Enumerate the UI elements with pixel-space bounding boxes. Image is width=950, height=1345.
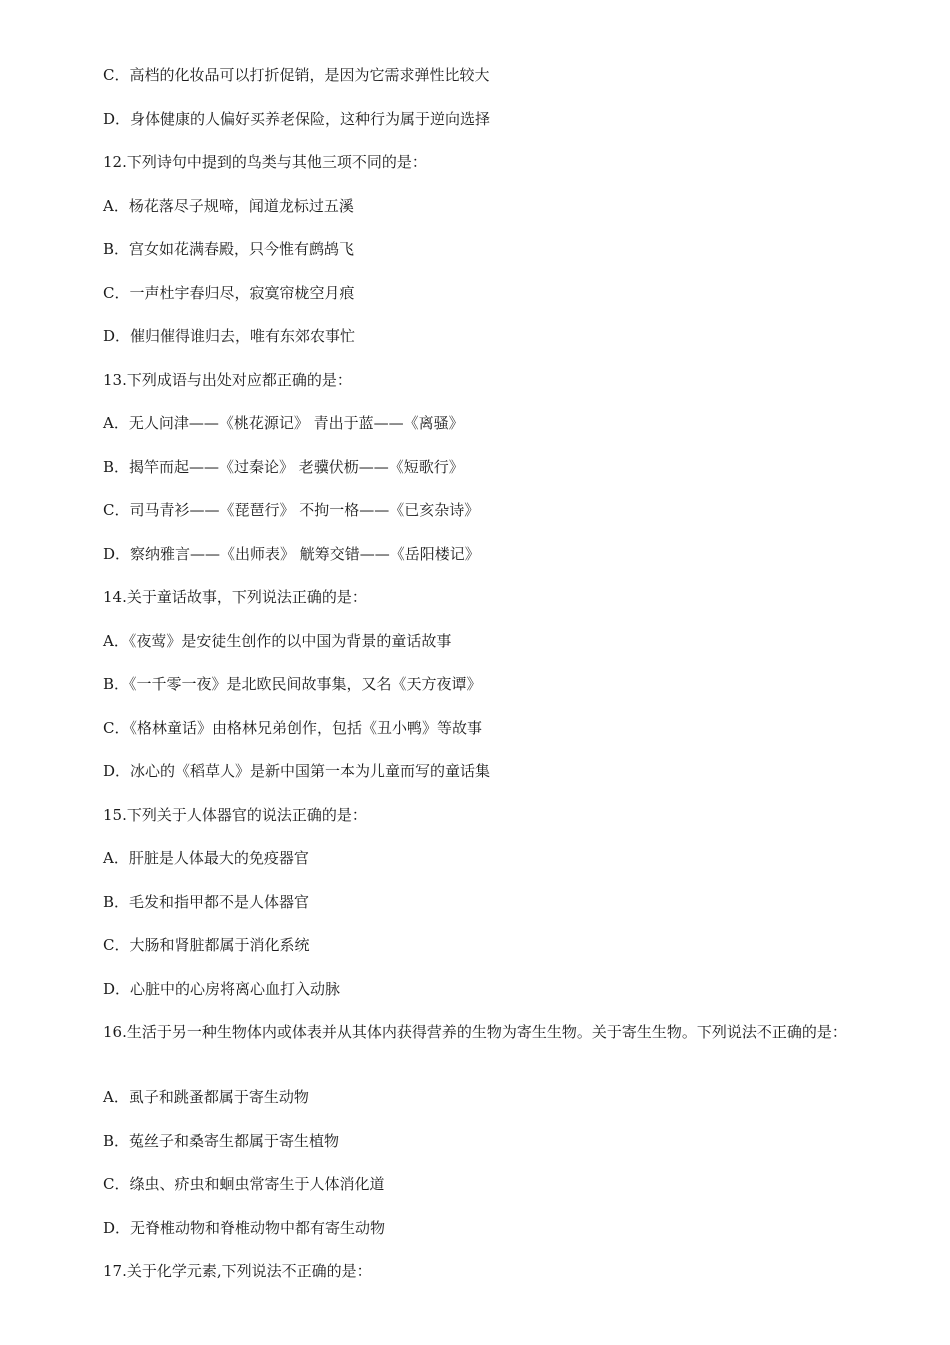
q16-option-b: B．菟丝子和桑寄生都属于寄生植物 — [103, 1132, 340, 1150]
q11-option-c: C．高档的化妆品可以打折促销，是因为它需求弹性比较大 — [103, 66, 490, 84]
q12-option-b: B．宫女如花满春殿，只今惟有鹧鸪飞 — [103, 240, 355, 258]
q14-option-b: B．《一千零一夜》是北欧民间故事集，又名《天方夜谭》 — [103, 675, 482, 693]
q15-option-a: A．肝脏是人体最大的免疫器官 — [103, 849, 309, 867]
q16-stem: 16.生活于另一种生物体内或体表并从其体内获得营养的生物为寄生生物。关于寄生生物。下列说法不正确的是： — [103, 1023, 847, 1041]
q17-stem: 17.关于化学元素,下列说法不正确的是： — [103, 1262, 372, 1280]
q12-option-c: C．一声杜宇春归尽，寂寞帘栊空月痕 — [103, 284, 355, 302]
q14-option-a: A．《夜莺》是安徒生创作的以中国为背景的童话故事 — [103, 632, 452, 650]
q12-stem: 12.下列诗句中提到的鸟类与其他三项不同的是： — [103, 153, 427, 171]
q12-option-a: A．杨花落尽子规啼，闻道龙标过五溪 — [103, 197, 354, 215]
q13-option-b: B．揭竿而起——《过秦论》 老骥伏枥——《短歌行》 — [103, 458, 464, 476]
q13-option-a: A．无人问津——《桃花源记》 青出于蓝——《离骚》 — [103, 414, 464, 432]
q14-option-d: D．冰心的《稻草人》是新中国第一本为儿童而写的童话集 — [103, 762, 491, 780]
q16-option-c: C．绦虫、疥虫和蛔虫常寄生于人体消化道 — [103, 1175, 385, 1193]
q14-stem: 14.关于童话故事，下列说法正确的是： — [103, 588, 367, 606]
q15-option-d: D．心脏中的心房将离心血打入动脉 — [103, 980, 341, 998]
q13-option-c: C．司马青衫——《琵琶行》 不拘一格——《已亥杂诗》 — [103, 501, 480, 519]
q13-option-d: D．察纳雅言——《出师表》 觥筹交错——《岳阳楼记》 — [103, 545, 480, 563]
q13-stem: 13.下列成语与出处对应都正确的是： — [103, 371, 352, 389]
q11-option-d: D．身体健康的人偏好买养老保险，这种行为属于逆向选择 — [103, 110, 491, 128]
q15-option-c: C．大肠和肾脏都属于消化系统 — [103, 936, 310, 954]
q12-option-d: D．催归催得谁归去，唯有东郊农事忙 — [103, 327, 356, 345]
q15-option-b: B．毛发和指甲都不是人体器官 — [103, 893, 310, 911]
q14-option-c: C．《格林童话》由格林兄弟创作，包括《丑小鸭》等故事 — [103, 719, 482, 737]
q16-option-d: D．无脊椎动物和脊椎动物中都有寄生动物 — [103, 1219, 386, 1237]
q16-option-a: A．虱子和跳蚤都属于寄生动物 — [103, 1088, 309, 1106]
q15-stem: 15.下列关于人体器官的说法正确的是： — [103, 806, 367, 824]
